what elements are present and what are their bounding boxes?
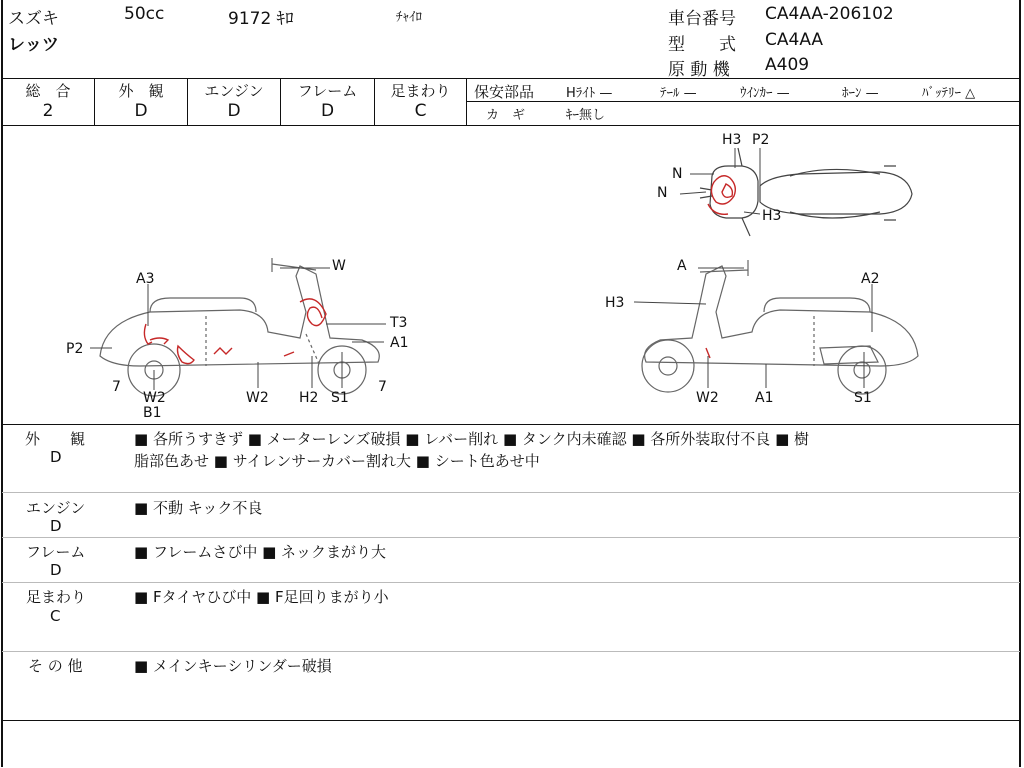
damage-marks-left bbox=[144, 299, 326, 364]
comment-other-label: そ の 他 bbox=[28, 657, 83, 675]
frame-no-label: 車台番号 bbox=[668, 9, 736, 29]
diag-left-a3: A3 bbox=[136, 271, 155, 287]
safety-winker: ｳｲﾝｶｰ — bbox=[740, 86, 790, 101]
diag-left-t3: T3 bbox=[390, 315, 408, 331]
grade-overall-label: 総 合 bbox=[25, 82, 71, 100]
comment-exterior-label: 外 観 bbox=[25, 430, 86, 448]
comment-frame-label: フレーム bbox=[26, 543, 86, 561]
frame-no-value: CA4AA-206102 bbox=[765, 4, 894, 24]
grade-engine-label: エンジン bbox=[204, 82, 264, 100]
diag-left-b1: B1 bbox=[143, 405, 162, 421]
grade-frame-label: フレーム bbox=[297, 82, 358, 100]
diag-top-h3b: H3 bbox=[762, 208, 782, 224]
diag-left-w: W bbox=[332, 258, 346, 274]
diag-right-s1: S1 bbox=[854, 390, 872, 406]
type-label: 型 式 bbox=[668, 35, 736, 55]
grade-frame-value: D bbox=[320, 101, 335, 121]
diag-top-n2: N bbox=[657, 185, 668, 201]
diag-left-w2b: W2 bbox=[246, 390, 269, 406]
diag-top-n1: N bbox=[672, 166, 683, 182]
grade-engine-value: D bbox=[227, 101, 241, 121]
diag-top-h3: H3 bbox=[722, 132, 742, 148]
comment-suspension-line1: ■ Fタイヤひび中 ■ F足回りまがり小 bbox=[134, 588, 389, 606]
displacement: 50cc bbox=[124, 4, 165, 24]
diag-right-a: A bbox=[677, 258, 687, 274]
engine-model-label: 原 動 機 bbox=[668, 60, 730, 80]
comment-engine-label: エンジン bbox=[26, 499, 86, 517]
diag-right-a1: A1 bbox=[755, 390, 774, 406]
grade-exterior-value: D bbox=[134, 101, 148, 121]
comment-exterior-grade: D bbox=[50, 448, 62, 466]
diag-right-a2: A2 bbox=[861, 271, 880, 287]
comment-exterior-line2: 脂部色あせ ■ サイレンサーカバー割れ大 ■ シート色あせ中 bbox=[134, 452, 540, 470]
safety-battery: ﾊﾞｯﾃﾘｰ △ bbox=[922, 86, 976, 101]
grade-overall-value: 2 bbox=[42, 101, 54, 121]
key-label: カ ギ bbox=[486, 108, 526, 123]
comment-engine-grade: D bbox=[50, 517, 62, 535]
comment-suspension-grade: C bbox=[50, 607, 61, 625]
grade-exterior-label: 外 観 bbox=[118, 82, 164, 100]
maker: スズキ bbox=[8, 9, 59, 29]
diag-right-w2: W2 bbox=[696, 390, 719, 406]
diag-left-w2a: W2 bbox=[143, 390, 166, 406]
grade-suspension-label: 足まわり bbox=[390, 82, 451, 100]
model-name: レッツ bbox=[8, 35, 59, 55]
safety-label: 保安部品 bbox=[474, 83, 535, 101]
diag-left-a1: A1 bbox=[390, 335, 409, 351]
mileage: 9172 ｷﾛ bbox=[228, 9, 294, 29]
color: ﾁｬｲﾛ bbox=[396, 10, 422, 25]
grade-suspension-value: C bbox=[414, 101, 427, 121]
safety-headlight: Hﾗｲﾄ — bbox=[566, 86, 613, 101]
safety-horn: ﾎｰﾝ — bbox=[842, 86, 879, 101]
comment-other-line1: ■ メインキーシリンダー破損 bbox=[134, 657, 332, 675]
diag-left-p2: P2 bbox=[66, 341, 84, 357]
type-value: CA4AA bbox=[765, 30, 824, 50]
comment-frame-grade: D bbox=[50, 561, 62, 579]
comment-frame-line1: ■ フレームさび中 ■ ネックまがり大 bbox=[134, 543, 387, 561]
diag-left-h2: H2 bbox=[299, 390, 319, 406]
comment-suspension-label: 足まわり bbox=[26, 588, 87, 606]
diag-left-7b: 7 bbox=[378, 379, 387, 395]
safety-tail: ﾃｰﾙ — bbox=[660, 86, 697, 101]
diag-left-s1: S1 bbox=[331, 390, 349, 406]
diag-top-p2: P2 bbox=[752, 132, 770, 148]
leader-lines bbox=[90, 148, 872, 390]
comment-exterior-line1: ■ 各所うすきず ■ メーターレンズ破損 ■ レバー削れ ■ タンク内未確認 ■ 各所外装取付不良 ■ 樹 bbox=[134, 430, 810, 448]
key-value: ｷｰ無し bbox=[566, 108, 606, 123]
comment-engine-line1: ■ 不動 キック不良 bbox=[134, 499, 263, 517]
diag-right-h3: H3 bbox=[605, 295, 625, 311]
diag-left-7a: 7 bbox=[112, 379, 121, 395]
engine-model-value: A409 bbox=[765, 55, 810, 75]
